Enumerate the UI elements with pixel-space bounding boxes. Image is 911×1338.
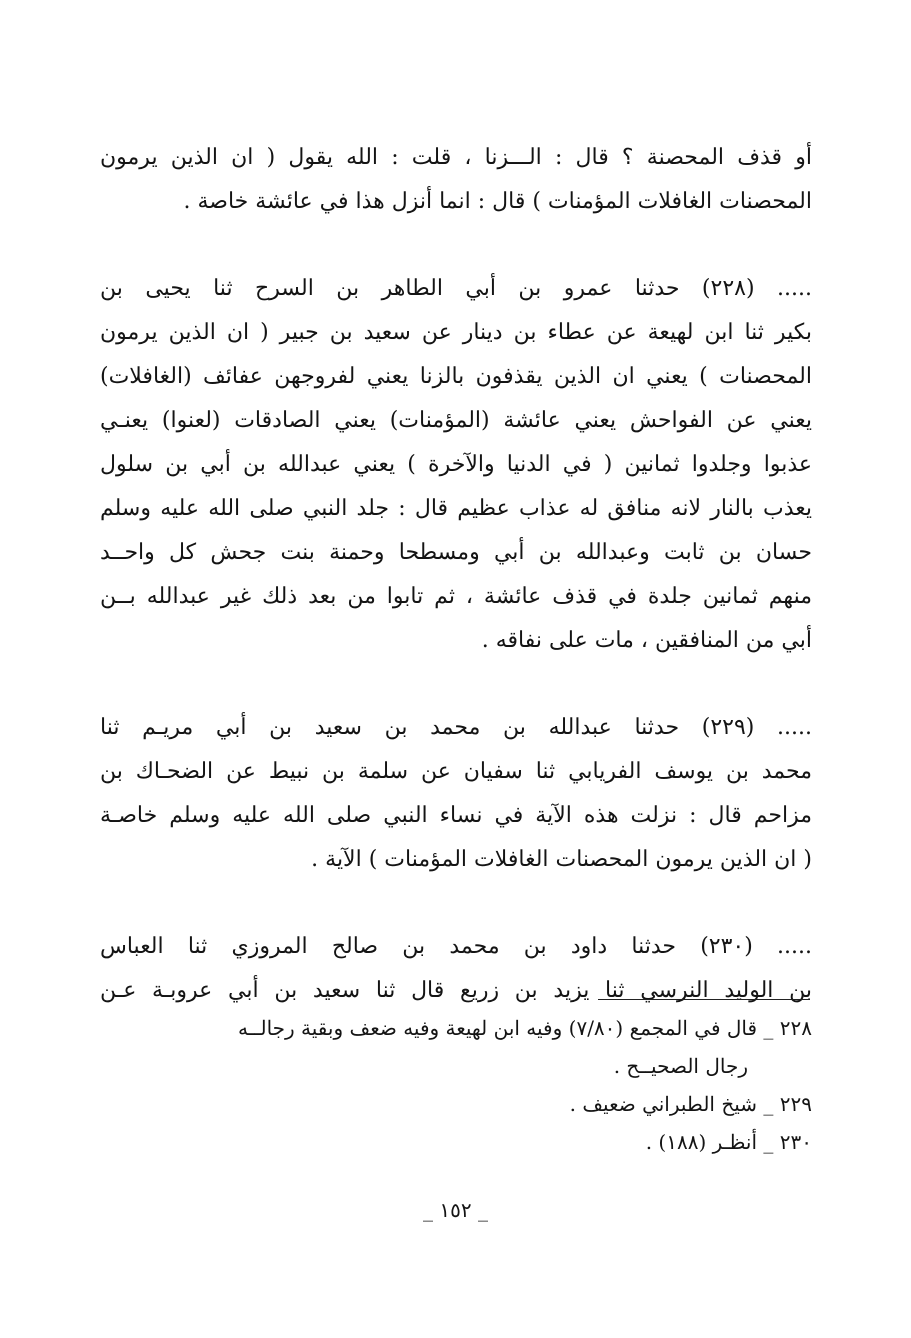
text-line: المحصنات ) يعني ان الذين يقذفون بالزنا يعني لفروجهن عفائف (الغافلات) <box>100 364 812 389</box>
main-text <box>100 138 812 1015</box>
paragraph-hadith-228 <box>100 269 812 665</box>
footnote-230: ٢٣٠ _ أنظـر (١٨٨) . <box>645 1130 812 1154</box>
text-line: ..... (٢٢٩) حدثنا عبدالله بن محمد بن سعيد بن أبي مريـم ثنا <box>100 715 812 740</box>
text-line: يعني عن الفواحش يعني عائشة (المؤمنات) يعني الصادقات (لعنوا) يعنـي <box>100 408 812 433</box>
footnote-229: ٢٢٩ _ شيخ الطبراني ضعيف . <box>569 1092 812 1116</box>
text-line: محمد بن يوسف الفريابي ثنا سفيان عن سلمة بن نبيط عن الضحـاك بن <box>100 759 812 784</box>
text-line: منهم ثمانين جلدة في قذف عائشة ، ثم تابوا من بعد ذلك غير عبدالله بــن <box>100 584 812 609</box>
text-line: عذبوا وجلدوا ثمانين ( في الدنيا والآخرة ) يعني عبدالله بن أبي بن سلول <box>100 452 812 477</box>
text-line: المحصنات الغافلات المؤمنات ) قال : انما أنزل هذا في عائشة خاصة . <box>183 189 812 214</box>
paragraph-gap <box>100 226 812 269</box>
page-number: _ ١٥٢ _ <box>423 1198 488 1222</box>
paragraph-hadith-230 <box>100 927 812 1015</box>
footnote-228-continuation: رجال الصحيــح . <box>613 1054 748 1078</box>
text-line: أبي من المنافقين ، مات على نفاقه . <box>481 628 812 653</box>
paragraph-gap <box>100 665 812 708</box>
text-line: أو قذف المحصنة ؟ قال : الـــزنا ، قلت : الله يقول ( ان الذين يرمون <box>100 145 812 170</box>
paragraph-intro <box>100 138 812 226</box>
text-line: حسان بن ثابت وعبدالله بن أبي ومسطحا وحمنة بنت جحش كل واحــد <box>100 540 812 565</box>
text-line: ..... (٢٣٠) حدثنا داود بن محمد بن صالح المروزي ثنا العباس <box>100 934 812 959</box>
footnote-228: ٢٢٨ _ قال في المجمع (٧/٨٠) وفيه ابن لهيعة وفيه ضعف وبقية رجالــه <box>238 1016 812 1040</box>
paragraph-gap <box>100 884 812 927</box>
text-line: يعذب بالنار لانه منافق له عذاب عظيم قال : جلد النبي صلى الله عليه وسلم <box>100 496 812 521</box>
footnotes <box>100 1010 812 1162</box>
footnote-separator <box>598 999 810 1000</box>
text-line: بكير ثنا ابن لهيعة عن عطاء بن دينار عن سعيد بن جبير ( ان الذين يرمون <box>100 320 812 345</box>
text-line: بن الوليد النرسي ثنا يزيد بن زريع قال ثنا سعيد بن أبي عروبـة عـن <box>100 978 812 1003</box>
text-line: ( ان الذين يرمون المحصنات الغافلات المؤمنات ) الآية . <box>311 847 812 872</box>
text-line: مزاحم قال : نزلت هذه الآية في نساء النبي صلى الله عليه وسلم خاصـة <box>100 803 812 828</box>
text-line: ..... (٢٢٨) حدثنا عمرو بن أبي الطاهر بن السرح ثنا يحيى بن <box>100 276 812 301</box>
paragraph-hadith-229 <box>100 708 812 884</box>
